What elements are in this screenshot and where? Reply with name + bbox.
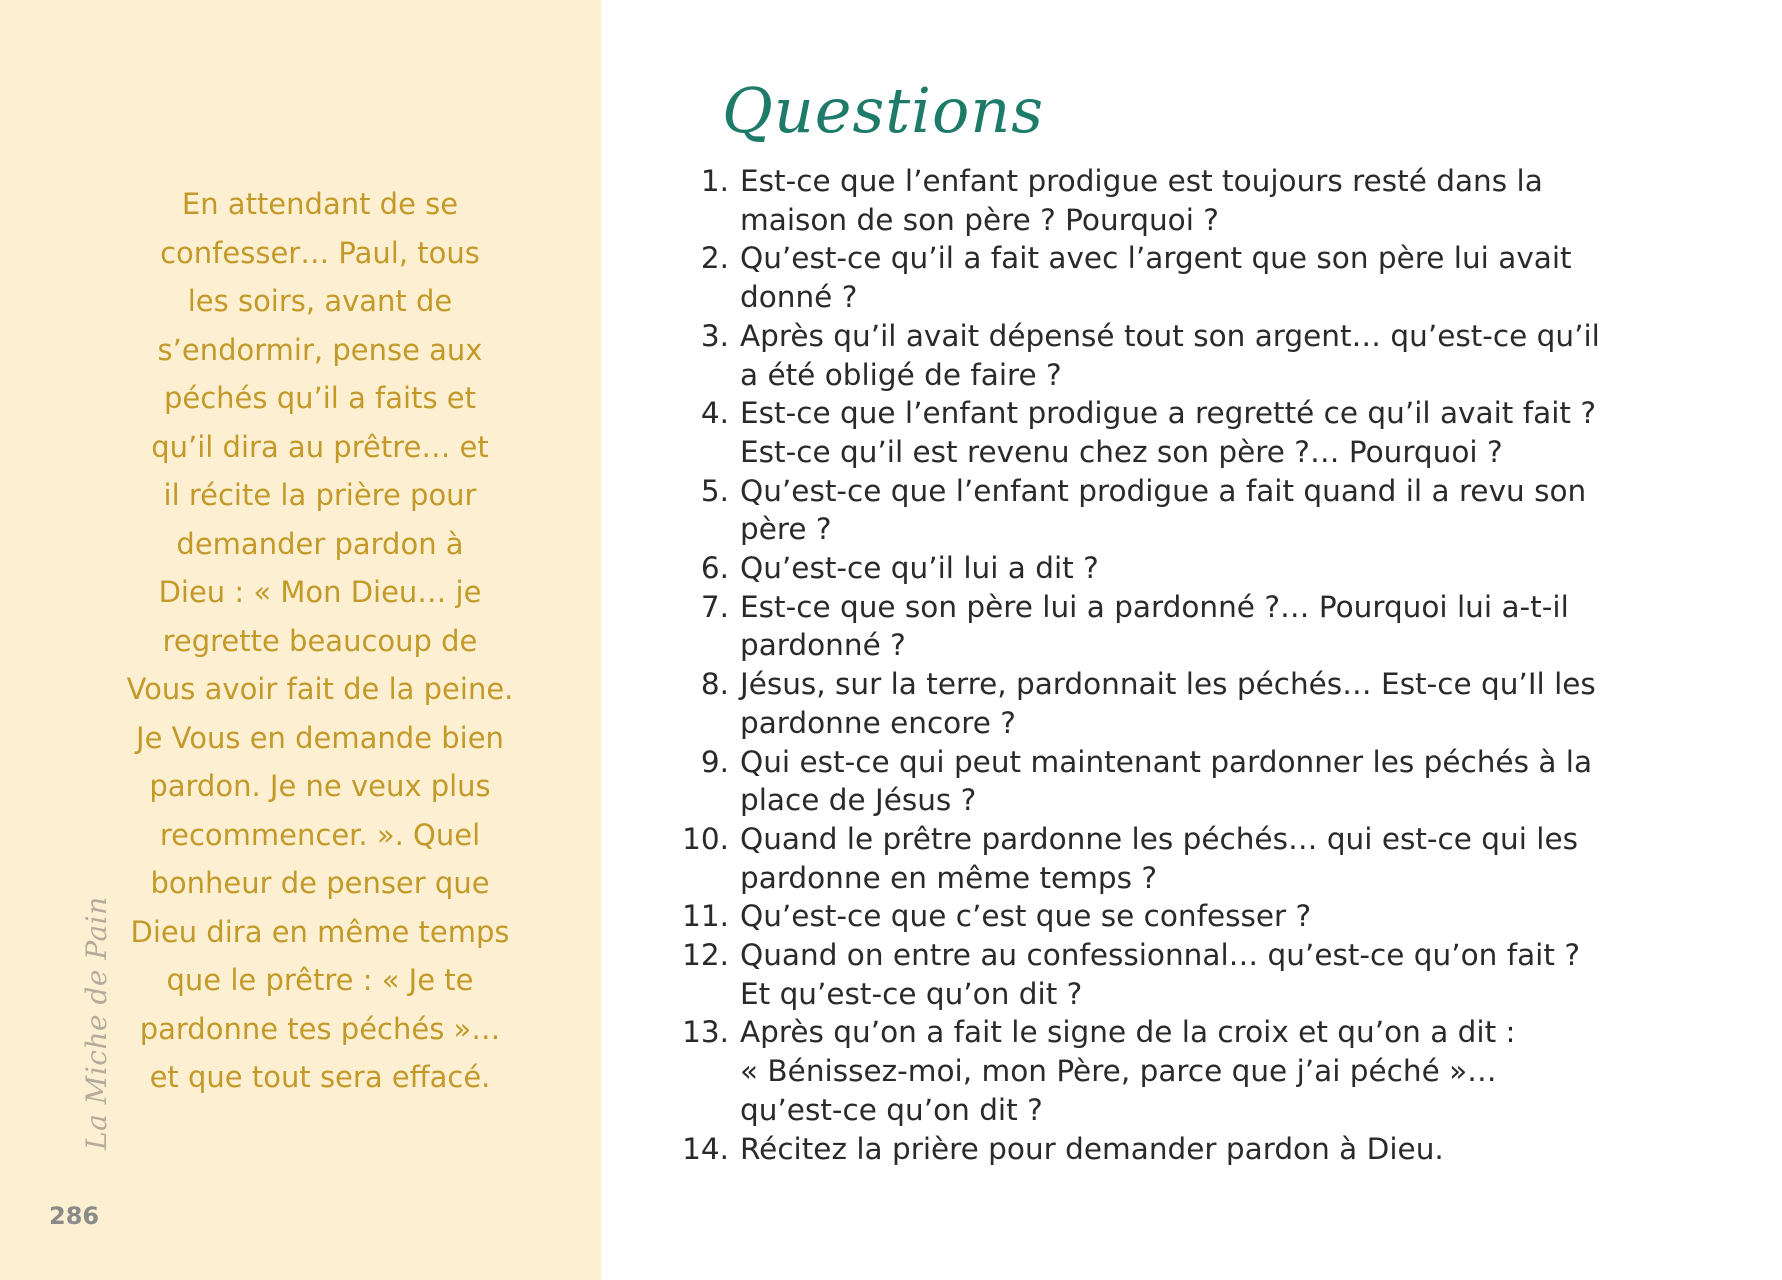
question-number: 11. bbox=[682, 899, 729, 934]
question-text: Qu’est-ce qu’il a fait avec l’argent que son père lui avait donné ? bbox=[740, 241, 1572, 315]
question-number: 7. bbox=[700, 589, 729, 624]
question-item bbox=[672, 936, 1732, 1013]
question-list bbox=[672, 162, 1732, 1168]
question-item bbox=[672, 1013, 1732, 1129]
question-number: 13. bbox=[682, 1015, 729, 1050]
question-number: 4. bbox=[700, 396, 729, 431]
sidebar-text: En attendant de se confesser… Paul, tous les soirs, avant de s’endormir, pense aux péchés qu’il a faits et qu’il dira au prêtre… et il récite la prière pour demander pardon à Dieu : « Mon Dieu… je regrette beaucoup de Vous avoir fait de la peine. Je Vous en demande bien pardon. Je ne veux plus recommencer. ». Quel bonheur de penser que Dieu dira en même temps que le prêtre : « Je te pardonne tes péchés »… et que tout sera effacé. bbox=[126, 187, 514, 1094]
question-item bbox=[672, 820, 1732, 897]
question-number: 9. bbox=[700, 744, 729, 779]
question-text: Qui est-ce qui peut maintenant pardonner les péchés à la place de Jésus ? bbox=[740, 744, 1593, 818]
question-number: 1. bbox=[700, 164, 729, 198]
question-item bbox=[672, 472, 1732, 549]
question-item bbox=[672, 394, 1732, 471]
question-item bbox=[672, 743, 1732, 820]
running-title: La Miche de Pain bbox=[80, 896, 113, 1150]
question-number: 6. bbox=[700, 551, 729, 586]
question-text: Quand on entre au confessionnal… qu’est-ce qu’on fait ? Et qu’est-ce qu’on dit ? bbox=[740, 938, 1580, 1011]
question-item bbox=[672, 239, 1732, 316]
question-text: Récitez la prière pour demander pardon à Dieu. bbox=[740, 1131, 1444, 1166]
question-item bbox=[672, 549, 1732, 588]
question-text: Est-ce que l’enfant prodigue est toujours resté dans la maison de son père ? Pourquoi ? bbox=[740, 164, 1543, 237]
question-text: Est-ce que son père lui a pardonné ?… Pourquoi lui a-t-il pardonné ? bbox=[740, 589, 1569, 663]
question-item bbox=[672, 665, 1732, 742]
sidebar-panel bbox=[0, 0, 601, 1280]
question-text: Qu’est-ce qu’il lui a dit ? bbox=[740, 551, 1099, 586]
question-number: 5. bbox=[700, 473, 729, 508]
question-number: 2. bbox=[700, 241, 729, 276]
question-item bbox=[672, 588, 1732, 665]
question-number: 14. bbox=[682, 1131, 729, 1166]
question-item bbox=[672, 317, 1732, 394]
question-number: 3. bbox=[700, 318, 729, 353]
question-item bbox=[672, 1130, 1732, 1169]
question-text: Qu’est-ce que c’est que se confesser ? bbox=[740, 899, 1312, 934]
page-heading: Questions bbox=[722, 74, 1045, 147]
question-text: Jésus, sur la terre, pardonnait les péchés… Est-ce qu’Il les pardonne encore ? bbox=[740, 667, 1596, 740]
question-number: 8. bbox=[700, 667, 729, 702]
question-item bbox=[672, 897, 1732, 936]
question-text: Qu’est-ce que l’enfant prodigue a fait quand il a revu son père ? bbox=[740, 473, 1587, 547]
question-number: 10. bbox=[682, 821, 729, 856]
page-number: 286 bbox=[49, 1202, 100, 1230]
question-text: Quand le prêtre pardonne les péchés… qui est-ce qui les pardonne en même temps ? bbox=[740, 821, 1579, 895]
question-text: Est-ce que l’enfant prodigue a regretté ce qu’il avait fait ? Est-ce qu’il est revenu chez son père ?… Pourquoi ? bbox=[740, 396, 1596, 469]
question-item bbox=[672, 162, 1732, 239]
question-text: Après qu’on a fait le signe de la croix et qu’on a dit : « Bénissez-moi, mon Père, parce que j’ai péché »… qu’est-ce qu’on dit ? bbox=[740, 1015, 1516, 1127]
question-text: Après qu’il avait dépensé tout son argent… qu’est-ce qu’il a été obligé de faire ? bbox=[740, 318, 1600, 392]
question-number: 12. bbox=[682, 938, 729, 973]
